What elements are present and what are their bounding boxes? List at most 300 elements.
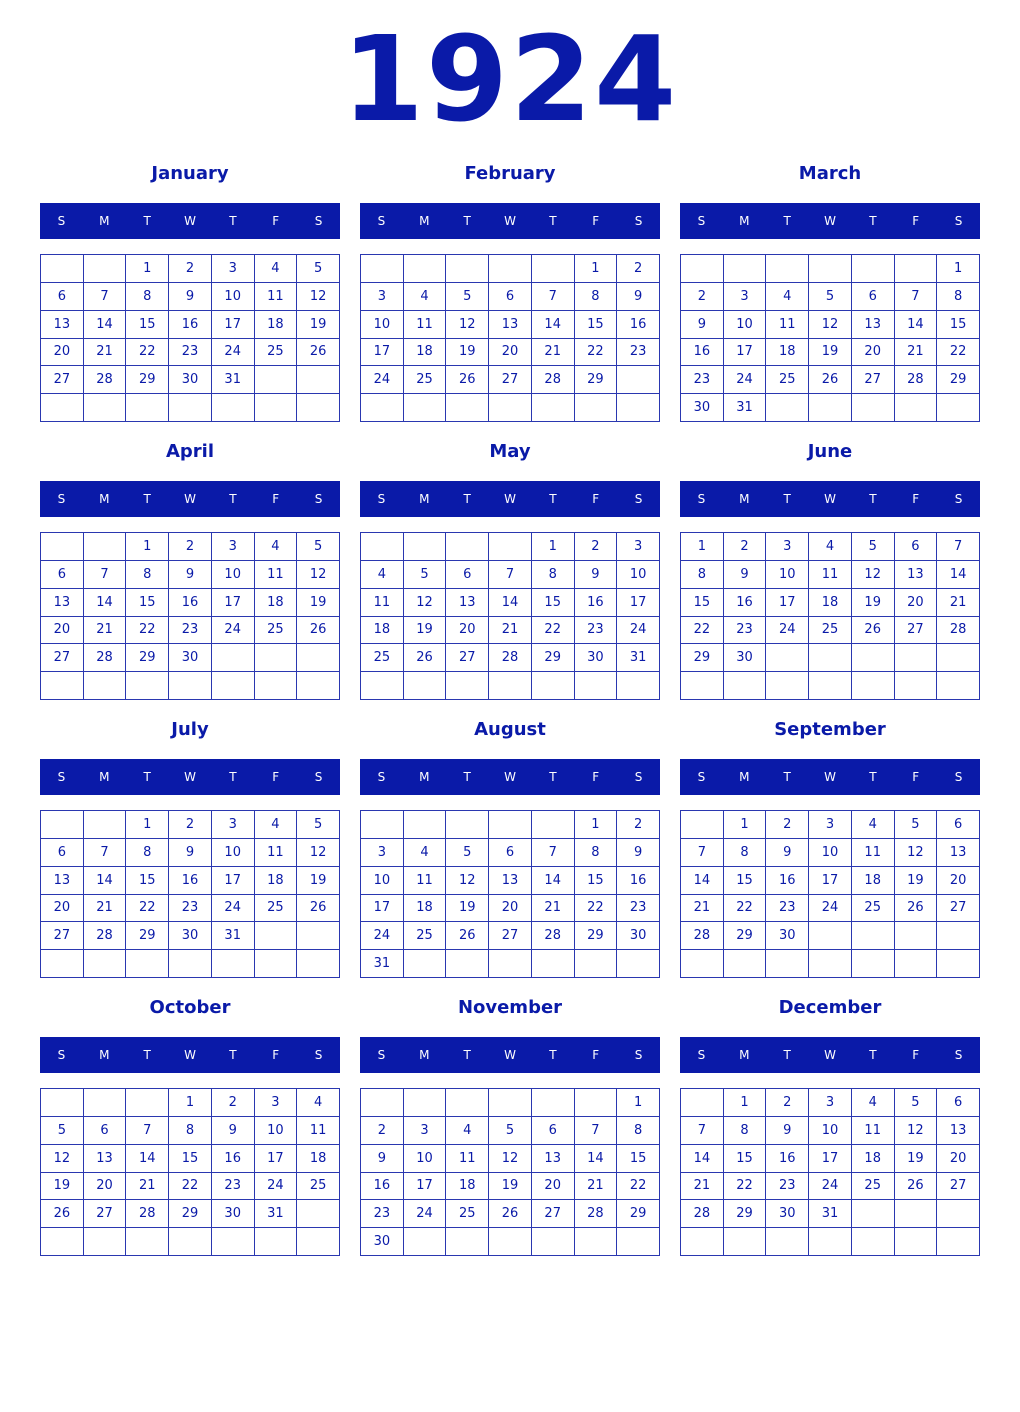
day-cell: 16 xyxy=(361,1173,404,1201)
empty-day-cell xyxy=(937,922,980,950)
day-cell: 13 xyxy=(532,1145,575,1173)
day-cell: 8 xyxy=(937,283,980,311)
day-cell: 7 xyxy=(84,839,127,867)
day-cell: 21 xyxy=(126,1173,169,1201)
empty-day-cell xyxy=(84,533,127,561)
day-cell: 17 xyxy=(809,1145,852,1173)
day-cell: 20 xyxy=(84,1173,127,1201)
day-cell: 5 xyxy=(489,1117,532,1145)
day-cell: 26 xyxy=(489,1200,532,1228)
day-cell: 19 xyxy=(446,895,489,923)
empty-day-cell xyxy=(489,950,532,978)
day-cell: 31 xyxy=(255,1200,298,1228)
day-cell: 10 xyxy=(617,561,660,589)
day-cell: 18 xyxy=(404,895,447,923)
day-cell: 17 xyxy=(361,339,404,367)
weekday-label: T xyxy=(783,770,791,784)
empty-day-cell xyxy=(724,950,767,978)
day-cell: 28 xyxy=(575,1200,618,1228)
empty-day-cell xyxy=(404,394,447,422)
day-cell: 11 xyxy=(361,589,404,617)
day-cell: 2 xyxy=(169,811,212,839)
day-cell: 29 xyxy=(532,644,575,672)
day-cell: 28 xyxy=(532,366,575,394)
day-cell: 29 xyxy=(126,366,169,394)
day-cell: 7 xyxy=(532,839,575,867)
weekday-label: T xyxy=(143,770,151,784)
day-cell: 17 xyxy=(212,867,255,895)
empty-day-cell xyxy=(404,1089,447,1117)
empty-day-cell xyxy=(446,1089,489,1117)
empty-day-cell xyxy=(617,950,660,978)
month-name: August xyxy=(474,719,546,740)
day-cell: 21 xyxy=(895,339,938,367)
empty-day-cell xyxy=(126,950,169,978)
day-cell: 4 xyxy=(404,839,447,867)
day-cell: 2 xyxy=(617,811,660,839)
empty-day-cell xyxy=(126,672,169,700)
day-cell: 2 xyxy=(766,811,809,839)
day-cell: 11 xyxy=(297,1117,340,1145)
day-cell: 22 xyxy=(169,1173,212,1201)
day-cell: 20 xyxy=(489,339,532,367)
day-cell: 29 xyxy=(724,1200,767,1228)
day-cell: 10 xyxy=(361,311,404,339)
empty-day-cell xyxy=(809,672,852,700)
day-cell: 4 xyxy=(255,533,298,561)
day-cell: 2 xyxy=(724,533,767,561)
day-cell: 26 xyxy=(446,366,489,394)
weekday-label: T xyxy=(549,1048,557,1062)
empty-day-cell xyxy=(681,1089,724,1117)
empty-day-cell xyxy=(169,950,212,978)
empty-day-cell xyxy=(895,644,938,672)
weekday-label: T xyxy=(143,1048,151,1062)
empty-day-cell xyxy=(404,672,447,700)
day-cell: 24 xyxy=(212,339,255,367)
day-cell: 3 xyxy=(766,533,809,561)
day-cell: 24 xyxy=(724,366,767,394)
day-cell: 16 xyxy=(617,311,660,339)
day-cell: 25 xyxy=(404,922,447,950)
day-cell: 7 xyxy=(681,839,724,867)
empty-day-cell xyxy=(446,255,489,283)
empty-day-cell xyxy=(937,394,980,422)
day-cell: 1 xyxy=(724,1089,767,1117)
weekday-label: T xyxy=(229,1048,237,1062)
empty-day-cell xyxy=(852,922,895,950)
empty-day-cell xyxy=(297,950,340,978)
day-cell: 4 xyxy=(255,811,298,839)
day-cell: 23 xyxy=(681,366,724,394)
day-cell: 14 xyxy=(532,311,575,339)
weekday-header xyxy=(680,759,980,795)
empty-day-cell xyxy=(297,672,340,700)
day-cell: 26 xyxy=(895,1173,938,1201)
day-cell: 2 xyxy=(575,533,618,561)
month-name: October xyxy=(149,997,231,1018)
day-grid xyxy=(360,1088,660,1256)
day-cell: 9 xyxy=(766,1117,809,1145)
day-cell: 16 xyxy=(766,1145,809,1173)
day-cell: 26 xyxy=(297,617,340,645)
empty-day-cell xyxy=(489,255,532,283)
day-cell: 12 xyxy=(446,867,489,895)
weekday-label: S xyxy=(314,214,323,228)
weekday-label: S xyxy=(634,492,643,506)
empty-day-cell xyxy=(361,811,404,839)
day-cell: 15 xyxy=(532,589,575,617)
day-cell: 12 xyxy=(895,839,938,867)
day-cell: 19 xyxy=(895,867,938,895)
day-cell: 15 xyxy=(724,1145,767,1173)
empty-day-cell xyxy=(575,1089,618,1117)
weekday-header xyxy=(40,203,340,239)
month-name: November xyxy=(457,997,563,1018)
empty-day-cell xyxy=(212,950,255,978)
day-cell: 25 xyxy=(446,1200,489,1228)
weekday-label: M xyxy=(739,214,750,228)
day-cell: 30 xyxy=(169,644,212,672)
day-cell: 10 xyxy=(809,839,852,867)
empty-day-cell xyxy=(361,394,404,422)
empty-day-cell xyxy=(617,366,660,394)
empty-day-cell xyxy=(532,672,575,700)
empty-day-cell xyxy=(255,922,298,950)
day-cell: 28 xyxy=(126,1200,169,1228)
day-cell: 3 xyxy=(361,839,404,867)
day-cell: 15 xyxy=(126,867,169,895)
day-cell: 18 xyxy=(809,589,852,617)
empty-day-cell xyxy=(532,811,575,839)
day-cell: 17 xyxy=(724,339,767,367)
day-cell: 1 xyxy=(532,533,575,561)
weekday-label: T xyxy=(549,214,557,228)
day-cell: 6 xyxy=(41,839,84,867)
day-cell: 15 xyxy=(575,867,618,895)
empty-day-cell xyxy=(532,1089,575,1117)
month-name: December xyxy=(778,997,882,1018)
empty-day-cell xyxy=(617,672,660,700)
empty-day-cell xyxy=(126,1228,169,1256)
weekday-label: F xyxy=(272,1048,280,1062)
weekday-label: S xyxy=(314,1048,323,1062)
day-cell: 10 xyxy=(212,839,255,867)
empty-day-cell xyxy=(297,394,340,422)
day-cell: 22 xyxy=(575,895,618,923)
empty-day-cell xyxy=(489,1089,532,1117)
day-cell: 8 xyxy=(681,561,724,589)
day-cell: 3 xyxy=(212,255,255,283)
empty-day-cell xyxy=(895,394,938,422)
day-cell: 12 xyxy=(489,1145,532,1173)
day-cell: 14 xyxy=(937,561,980,589)
day-cell: 11 xyxy=(404,311,447,339)
day-cell: 24 xyxy=(361,922,404,950)
day-cell: 20 xyxy=(41,617,84,645)
day-cell: 6 xyxy=(937,811,980,839)
empty-day-cell xyxy=(532,950,575,978)
day-cell: 25 xyxy=(852,1173,895,1201)
day-cell: 22 xyxy=(937,339,980,367)
weekday-label: T xyxy=(783,492,791,506)
day-cell: 5 xyxy=(446,839,489,867)
day-cell: 7 xyxy=(575,1117,618,1145)
empty-day-cell xyxy=(297,1200,340,1228)
day-cell: 25 xyxy=(766,366,809,394)
empty-day-cell xyxy=(895,255,938,283)
empty-day-cell xyxy=(681,255,724,283)
empty-day-cell xyxy=(361,255,404,283)
day-cell: 11 xyxy=(809,561,852,589)
day-cell: 3 xyxy=(404,1117,447,1145)
day-cell: 25 xyxy=(255,339,298,367)
day-cell: 19 xyxy=(489,1173,532,1201)
empty-day-cell xyxy=(41,811,84,839)
empty-day-cell xyxy=(895,1200,938,1228)
weekday-label: W xyxy=(184,492,196,506)
day-cell: 25 xyxy=(255,617,298,645)
day-cell: 10 xyxy=(255,1117,298,1145)
day-cell: 21 xyxy=(489,617,532,645)
day-cell: 18 xyxy=(255,589,298,617)
day-cell: 22 xyxy=(724,1173,767,1201)
empty-day-cell xyxy=(575,394,618,422)
empty-day-cell xyxy=(617,1228,660,1256)
day-cell: 15 xyxy=(724,867,767,895)
day-cell: 27 xyxy=(41,922,84,950)
day-cell: 17 xyxy=(617,589,660,617)
weekday-label: T xyxy=(463,770,471,784)
empty-day-cell xyxy=(937,1228,980,1256)
day-cell: 16 xyxy=(169,311,212,339)
day-cell: 31 xyxy=(361,950,404,978)
day-cell: 23 xyxy=(617,895,660,923)
day-cell: 4 xyxy=(361,561,404,589)
day-cell: 12 xyxy=(297,561,340,589)
empty-day-cell xyxy=(489,533,532,561)
month-name: May xyxy=(489,441,531,462)
day-cell: 7 xyxy=(895,283,938,311)
day-cell: 25 xyxy=(361,644,404,672)
day-cell: 14 xyxy=(126,1145,169,1173)
day-cell: 21 xyxy=(84,339,127,367)
empty-day-cell xyxy=(895,950,938,978)
day-cell: 22 xyxy=(724,895,767,923)
day-cell: 1 xyxy=(126,255,169,283)
empty-day-cell xyxy=(404,950,447,978)
day-cell: 10 xyxy=(404,1145,447,1173)
day-cell: 19 xyxy=(297,589,340,617)
empty-day-cell xyxy=(809,394,852,422)
day-cell: 17 xyxy=(361,895,404,923)
day-cell: 8 xyxy=(126,283,169,311)
weekday-label: M xyxy=(739,492,750,506)
day-cell: 7 xyxy=(937,533,980,561)
weekday-label: W xyxy=(824,492,836,506)
empty-day-cell xyxy=(575,672,618,700)
day-cell: 8 xyxy=(575,839,618,867)
empty-day-cell xyxy=(489,811,532,839)
empty-day-cell xyxy=(404,1228,447,1256)
day-cell: 23 xyxy=(766,1173,809,1201)
day-cell: 29 xyxy=(575,366,618,394)
day-cell: 20 xyxy=(489,895,532,923)
day-cell: 13 xyxy=(489,311,532,339)
day-cell: 8 xyxy=(126,561,169,589)
day-cell: 15 xyxy=(681,589,724,617)
weekday-label: S xyxy=(697,1048,706,1062)
day-cell: 12 xyxy=(852,561,895,589)
day-cell: 28 xyxy=(84,922,127,950)
day-cell: 3 xyxy=(809,811,852,839)
day-cell: 18 xyxy=(766,339,809,367)
day-cell: 18 xyxy=(255,311,298,339)
day-cell: 3 xyxy=(361,283,404,311)
empty-day-cell xyxy=(852,1200,895,1228)
empty-day-cell xyxy=(446,1228,489,1256)
weekday-label: M xyxy=(419,770,430,784)
day-cell: 22 xyxy=(126,895,169,923)
day-cell: 26 xyxy=(852,617,895,645)
day-cell: 16 xyxy=(212,1145,255,1173)
day-cell: 15 xyxy=(126,311,169,339)
day-cell: 20 xyxy=(852,339,895,367)
day-cell: 30 xyxy=(169,366,212,394)
day-cell: 30 xyxy=(766,922,809,950)
empty-day-cell xyxy=(361,533,404,561)
empty-day-cell xyxy=(809,255,852,283)
empty-day-cell xyxy=(532,255,575,283)
day-cell: 20 xyxy=(446,617,489,645)
empty-day-cell xyxy=(809,644,852,672)
day-cell: 5 xyxy=(852,533,895,561)
weekday-label: S xyxy=(377,492,386,506)
empty-day-cell xyxy=(255,1228,298,1256)
empty-day-cell xyxy=(41,672,84,700)
weekday-label: S xyxy=(57,492,66,506)
empty-day-cell xyxy=(489,394,532,422)
day-cell: 19 xyxy=(41,1173,84,1201)
weekday-label: S xyxy=(697,492,706,506)
day-cell: 10 xyxy=(361,867,404,895)
weekday-label: S xyxy=(377,770,386,784)
day-cell: 5 xyxy=(41,1117,84,1145)
day-cell: 28 xyxy=(532,922,575,950)
weekday-label: M xyxy=(739,1048,750,1062)
day-cell: 23 xyxy=(766,895,809,923)
empty-day-cell xyxy=(724,255,767,283)
day-cell: 22 xyxy=(532,617,575,645)
empty-day-cell xyxy=(41,255,84,283)
day-cell: 4 xyxy=(809,533,852,561)
day-cell: 2 xyxy=(361,1117,404,1145)
empty-day-cell xyxy=(297,1228,340,1256)
day-cell: 26 xyxy=(895,895,938,923)
empty-day-cell xyxy=(895,922,938,950)
day-cell: 18 xyxy=(255,867,298,895)
weekday-label: M xyxy=(739,770,750,784)
day-cell: 11 xyxy=(852,1117,895,1145)
empty-day-cell xyxy=(212,394,255,422)
day-grid xyxy=(40,810,340,978)
day-cell: 13 xyxy=(937,839,980,867)
day-cell: 7 xyxy=(126,1117,169,1145)
empty-day-cell xyxy=(404,533,447,561)
empty-day-cell xyxy=(724,672,767,700)
empty-day-cell xyxy=(852,672,895,700)
day-cell: 6 xyxy=(41,561,84,589)
empty-day-cell xyxy=(297,366,340,394)
day-cell: 15 xyxy=(126,589,169,617)
day-cell: 5 xyxy=(895,811,938,839)
day-cell: 21 xyxy=(532,895,575,923)
day-cell: 27 xyxy=(446,644,489,672)
day-cell: 25 xyxy=(404,366,447,394)
day-cell: 21 xyxy=(681,1173,724,1201)
day-cell: 1 xyxy=(937,255,980,283)
day-cell: 20 xyxy=(937,1145,980,1173)
weekday-label: W xyxy=(504,492,516,506)
empty-day-cell xyxy=(404,255,447,283)
day-cell: 22 xyxy=(681,617,724,645)
empty-day-cell xyxy=(937,644,980,672)
weekday-header xyxy=(40,1037,340,1073)
empty-day-cell xyxy=(895,672,938,700)
day-cell: 8 xyxy=(724,839,767,867)
empty-day-cell xyxy=(169,1228,212,1256)
empty-day-cell xyxy=(84,950,127,978)
day-cell: 17 xyxy=(766,589,809,617)
weekday-label: F xyxy=(592,770,600,784)
day-cell: 11 xyxy=(404,867,447,895)
empty-day-cell xyxy=(255,366,298,394)
weekday-label: W xyxy=(824,770,836,784)
day-cell: 7 xyxy=(84,283,127,311)
empty-day-cell xyxy=(852,644,895,672)
day-cell: 19 xyxy=(297,311,340,339)
day-cell: 29 xyxy=(126,922,169,950)
day-cell: 12 xyxy=(809,311,852,339)
day-cell: 20 xyxy=(41,339,84,367)
day-cell: 27 xyxy=(937,895,980,923)
weekday-label: F xyxy=(272,214,280,228)
day-cell: 13 xyxy=(446,589,489,617)
day-cell: 9 xyxy=(766,839,809,867)
day-cell: 5 xyxy=(404,561,447,589)
day-cell: 19 xyxy=(446,339,489,367)
day-cell: 15 xyxy=(575,311,618,339)
day-cell: 13 xyxy=(895,561,938,589)
day-cell: 25 xyxy=(809,617,852,645)
weekday-label: S xyxy=(314,770,323,784)
day-cell: 13 xyxy=(41,589,84,617)
weekday-label: F xyxy=(912,214,920,228)
day-cell: 2 xyxy=(212,1089,255,1117)
day-cell: 8 xyxy=(532,561,575,589)
empty-day-cell xyxy=(617,394,660,422)
weekday-label: F xyxy=(592,1048,600,1062)
day-cell: 15 xyxy=(169,1145,212,1173)
day-grid xyxy=(40,532,340,700)
weekday-label: F xyxy=(592,214,600,228)
weekday-label: T xyxy=(783,214,791,228)
day-cell: 5 xyxy=(895,1089,938,1117)
day-cell: 8 xyxy=(575,283,618,311)
day-cell: 19 xyxy=(809,339,852,367)
weekday-label: T xyxy=(549,770,557,784)
day-cell: 12 xyxy=(297,283,340,311)
